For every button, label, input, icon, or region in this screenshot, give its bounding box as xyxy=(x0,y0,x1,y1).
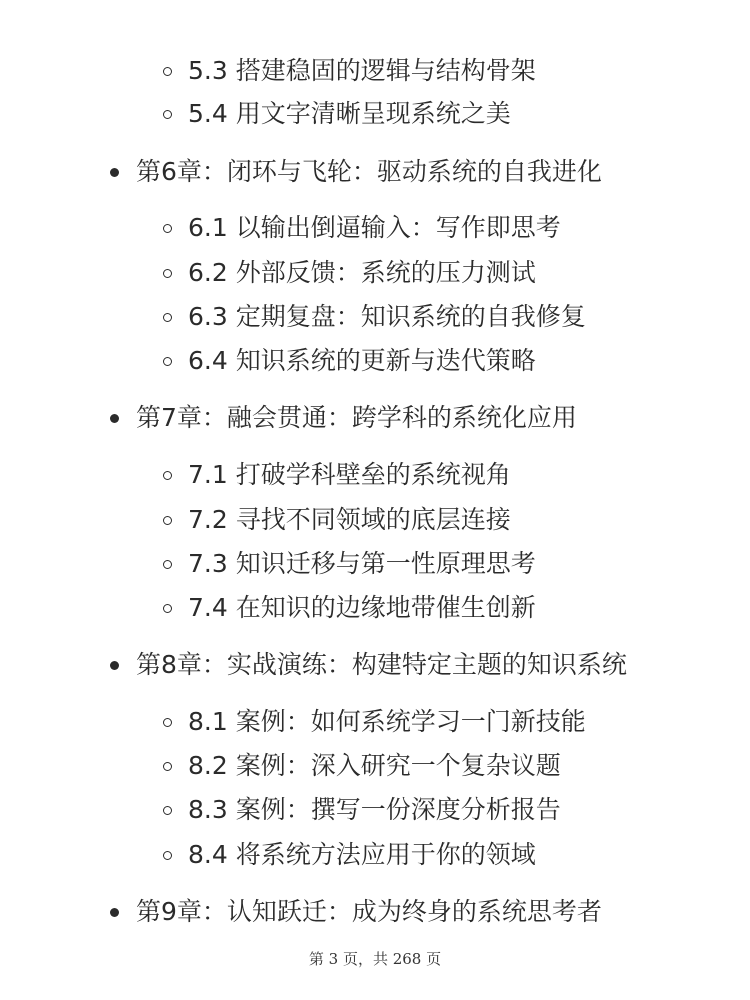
toc-item-6-3 xyxy=(163,300,586,334)
circle-bullet-icon xyxy=(163,471,172,480)
toc-item-6-2 xyxy=(163,256,536,290)
circle-bullet-icon xyxy=(163,718,172,727)
circle-bullet-icon xyxy=(163,851,172,860)
circle-bullet-icon xyxy=(163,269,172,278)
toc-chapter-label: 第8章：实战演练：构建特定主题的知识系统 xyxy=(136,650,627,679)
circle-bullet-icon xyxy=(163,67,172,76)
toc-chapter-8 xyxy=(110,648,627,682)
toc-chapter-label: 第6章：闭环与飞轮：驱动系统的自我进化 xyxy=(136,157,602,186)
toc-item-label: 6.2 外部反馈：系统的压力测试 xyxy=(188,258,536,287)
circle-bullet-icon xyxy=(163,313,172,322)
toc-chapter-label: 第7章：融会贯通：跨学科的系统化应用 xyxy=(136,403,577,432)
toc-chapter-label: 第9章：认知跃迁：成为终身的系统思考者 xyxy=(136,897,602,926)
circle-bullet-icon xyxy=(163,110,172,119)
toc-item-7-3 xyxy=(163,547,536,581)
toc-item-label: 5.4 用文字清晰呈现系统之美 xyxy=(188,99,511,128)
page-number-footer: 第 3 页，共 268 页 xyxy=(308,950,442,968)
disc-bullet-icon xyxy=(110,661,119,670)
toc-item-label: 5.3 搭建稳固的逻辑与结构骨架 xyxy=(188,56,536,85)
circle-bullet-icon xyxy=(163,762,172,771)
toc-item-label: 8.4 将系统方法应用于你的领域 xyxy=(188,840,536,869)
toc-item-7-1 xyxy=(163,458,511,492)
circle-bullet-icon xyxy=(163,357,172,366)
disc-bullet-icon xyxy=(110,908,119,917)
toc-item-6-4 xyxy=(163,344,536,378)
circle-bullet-icon xyxy=(163,224,172,233)
disc-bullet-icon xyxy=(110,168,119,177)
toc-item-label: 7.1 打破学科壁垒的系统视角 xyxy=(188,460,511,489)
toc-item-8-3 xyxy=(163,793,561,827)
toc-item-5-3 xyxy=(163,54,536,88)
circle-bullet-icon xyxy=(163,516,172,525)
toc-item-label: 6.3 定期复盘：知识系统的自我修复 xyxy=(188,302,586,331)
toc-chapter-6 xyxy=(110,155,602,189)
toc-item-label: 7.2 寻找不同领域的底层连接 xyxy=(188,505,511,534)
toc-item-6-1 xyxy=(163,211,561,245)
toc-item-8-2 xyxy=(163,749,561,783)
toc-item-label: 8.3 案例：撰写一份深度分析报告 xyxy=(188,795,561,824)
toc-item-label: 8.2 案例：深入研究一个复杂议题 xyxy=(188,751,561,780)
toc-chapter-9 xyxy=(110,895,602,929)
toc-item-label: 7.3 知识迁移与第一性原理思考 xyxy=(188,549,536,578)
circle-bullet-icon xyxy=(163,806,172,815)
toc-item-label: 7.4 在知识的边缘地带催生创新 xyxy=(188,593,536,622)
disc-bullet-icon xyxy=(110,414,119,423)
toc-item-8-1 xyxy=(163,705,586,739)
circle-bullet-icon xyxy=(163,604,172,613)
toc-item-7-2 xyxy=(163,503,511,537)
toc-item-8-4 xyxy=(163,838,536,872)
toc-item-label: 8.1 案例：如何系统学习一门新技能 xyxy=(188,707,586,736)
toc-item-label: 6.1 以输出倒逼输入：写作即思考 xyxy=(188,213,561,242)
toc-item-7-4 xyxy=(163,591,536,625)
circle-bullet-icon xyxy=(163,560,172,569)
toc-item-label: 6.4 知识系统的更新与迭代策略 xyxy=(188,346,536,375)
toc-chapter-7 xyxy=(110,401,577,435)
toc-item-5-4 xyxy=(163,97,511,131)
